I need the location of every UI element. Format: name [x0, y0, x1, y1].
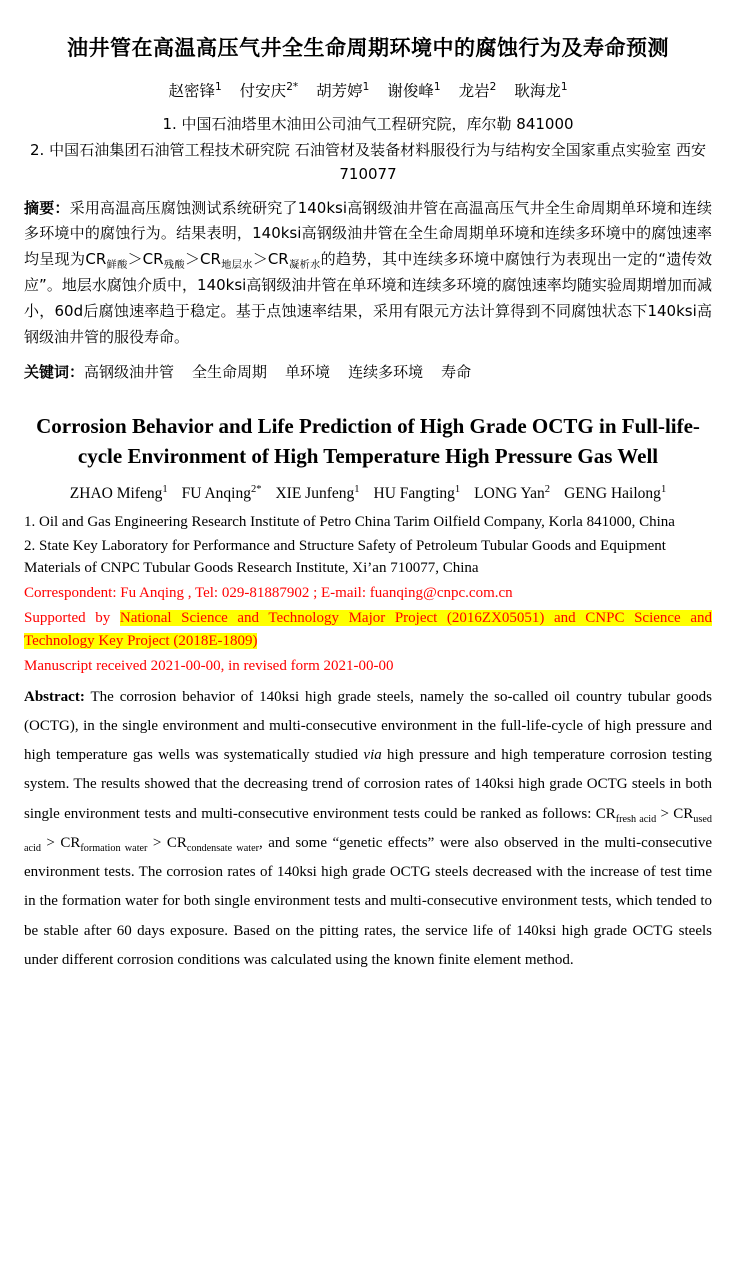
abstract-part-3: > CR — [656, 805, 694, 822]
author-item — [168, 82, 221, 100]
abstract-part-5: > CR — [147, 834, 187, 851]
cr-subscript-2: used acid — [24, 813, 712, 854]
author-name: HU Fangting — [373, 484, 455, 502]
author-name: 付安庆 — [239, 82, 287, 101]
chinese-affiliation-1: 1. 中国石油塔里木油田公司油气工程研究院，库尔勒 841000 — [162, 114, 574, 133]
author-name: 赵密锋 — [168, 82, 215, 101]
author-affil-marker: 2 — [544, 483, 551, 495]
cr-subscript-3: formation water — [80, 842, 148, 854]
keyword-item: 单环境 — [285, 363, 331, 382]
author-name: LONG Yan — [474, 484, 545, 502]
keyword-item: 高钢级油井管 — [84, 363, 175, 382]
author-name: 龙岩 — [458, 82, 490, 101]
correspondent-note: Correspondent: Fu Anqing , Tel: 029-81887902 ; E-mail: fuanqing@cnpc.com.cn — [24, 584, 513, 601]
english-abstract — [24, 683, 712, 976]
author-affil-marker: 2* — [250, 483, 262, 495]
author-affil-marker: 1 — [162, 483, 168, 495]
manuscript-note: Manuscript received 2021-00-00, in revised form 2021-00-00 — [24, 658, 394, 675]
author-affil-marker: 2* — [286, 81, 299, 94]
chinese-abstract-label: 摘要： — [24, 198, 70, 217]
author-name: GENG Hailong — [564, 484, 661, 502]
funding-highlight: National Science and Technology Major Project (2016ZX05051) and CNPC Science and Technology Key Project (2018E-1809) — [24, 609, 712, 650]
author-item — [70, 485, 168, 502]
abstract-part-6: , and some “genetic effects” were also observed in the multi-consecutive environment tests. The corrosion rates of 140ksi high grade OCTG steels decreased with the increase of test time in the formation water for both single environment tests and multi-consecutive environment tests, which tended to be stable after 60 days exposure. Based on the pitting rates, the service life of 140ksi high grade OCTG steels under different corrosion conditions was calculated using the known finite element method. — [24, 834, 712, 968]
chinese-author-list — [24, 80, 712, 103]
chinese-affiliation-2: 2. 中国石油集团石油管工程技术研究院 石油管材及装备材料服役行为与结构安全国家重点实验室 西安 710077 — [30, 140, 706, 183]
author-affil-marker: 1 — [354, 483, 360, 495]
chinese-title: 油井管在高温高压气井全生命周期环境中的腐蚀行为及寿命预测 — [67, 36, 669, 60]
author-name: XIE Junfeng — [275, 484, 355, 502]
author-name: ZHAO Mifeng — [69, 484, 163, 502]
author-item — [459, 82, 497, 100]
author-item — [514, 82, 567, 100]
author-affil-marker: 1 — [660, 483, 667, 495]
funding-note — [24, 607, 712, 654]
abstract-part-2: high pressure and high temperature corrosion testing system. The results showed that the decreasing trend of corrosion rates of 140ksi high grade OCTG steels in both single environment tests and multi-consecutive environment tests could be ranked as follows: CR — [24, 747, 712, 822]
author-name: 耿海龙 — [514, 82, 561, 101]
author-affil-marker: 1 — [454, 483, 461, 495]
abstract-part-4: > CR — [40, 834, 81, 851]
author-item — [275, 485, 359, 502]
author-name: 胡芳婷 — [316, 82, 363, 101]
keyword-item: 寿命 — [441, 363, 472, 382]
english-author-list — [24, 482, 712, 505]
author-item — [564, 485, 666, 502]
english-title: Corrosion Behavior and Life Prediction of High Grade OCTG in Full-life-cycle Environment of High Temperature High Pressure Gas Well — [36, 414, 700, 468]
author-item — [316, 82, 369, 100]
cr-subscript-4: condensate water — [186, 842, 259, 854]
cr-subscript-1: fresh acid — [615, 813, 657, 825]
chinese-keywords-label: 关键词： — [24, 363, 85, 382]
english-affiliation-1: 1. Oil and Gas Engineering Research Institute of Petro China Tarim Oilfield Company, Korla 841000, China — [24, 514, 675, 531]
author-name: 谢俊峰 — [387, 82, 434, 101]
author-item — [240, 82, 298, 100]
chinese-abstract — [24, 196, 712, 351]
english-affiliation-2: 2. State Key Laboratory for Performance and Structure Safety of Petroleum Tubular Goods and Equipment Materials of CNPC Tubular Goods Research Institute, Xi’an 710077, China — [24, 537, 666, 577]
abstract-italic-via: via — [363, 747, 382, 764]
author-item — [182, 485, 262, 502]
author-affil-marker: 2 — [489, 81, 497, 94]
english-abstract-label: Abstract: — [24, 688, 85, 705]
chinese-keywords — [24, 360, 712, 386]
author-item — [374, 485, 461, 502]
chinese-abstract-text: 采用高温高压腐蚀测试系统研究了140ksi高钢级油井管在高温高压气井全生命周期单环境和连续多环境中的腐蚀行为。结果表明，140ksi高钢级油井管在全生命周期单环境和连续多环境中的腐蚀速率均呈现为$CR_{鲜酸}>CR_{残酸}>CR_{地层水}>CR_{凝析水}$的趋势，其中连续多环境中腐蚀行为表现出一定的“遗传效应”。地层水腐蚀介质中，140ksi高钢级油井管在单环境和连续多环境的腐蚀速率均随实验周期增加而减小，60d后腐蚀速率趋于稳定。基于点蚀速率结果，采用有限元方法计算得到不同腐蚀状态下140ksi高钢级油井管的服役寿命。 — [24, 198, 713, 346]
author-affil-marker: 1 — [214, 81, 222, 94]
keyword-item: 连续多环境 — [348, 363, 424, 382]
author-name: FU Anqing — [181, 484, 251, 502]
abstract-part-1: The corrosion behavior of 140ksi high grade steels, namely the so-called oil country tubular goods (OCTG), in the single environment and multi-consecutive environment in the full-life-cycle of high pressure and high temperature gas wells was systematically studied — [24, 688, 712, 764]
keyword-item: 全生命周期 — [192, 363, 268, 382]
author-affil-marker: 1 — [362, 81, 370, 94]
author-affil-marker: 1 — [560, 81, 568, 94]
funding-prefix: Supported by — [24, 609, 120, 626]
author-affil-marker: 1 — [433, 81, 441, 94]
author-item — [387, 82, 440, 100]
author-item — [474, 485, 550, 502]
